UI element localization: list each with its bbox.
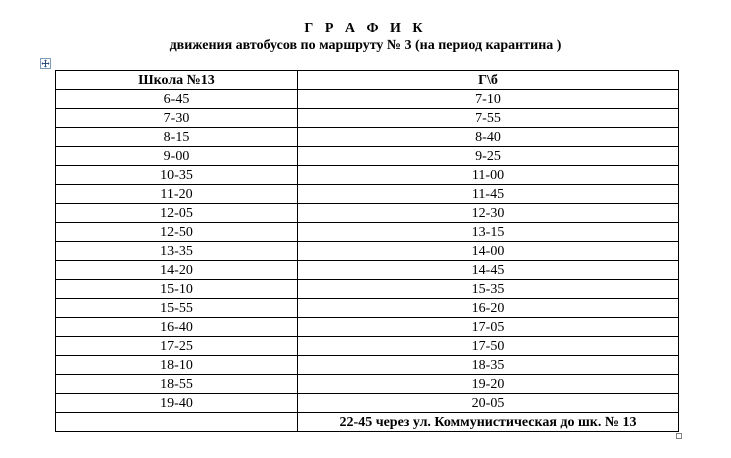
time-gb-cell: 7-55 (298, 109, 679, 128)
table-row (56, 242, 679, 261)
time-gb-cell: 11-00 (298, 166, 679, 185)
time-gb-cell: 18-35 (298, 356, 679, 375)
time-school-cell: 10-35 (56, 166, 298, 185)
time-gb-cell: 17-50 (298, 337, 679, 356)
column-header-school: Школа №13 (56, 71, 298, 90)
time-gb-cell: 14-00 (298, 242, 679, 261)
table-row (56, 394, 679, 413)
table-resize-handle-icon[interactable] (676, 433, 682, 439)
time-gb-cell: 20-05 (298, 394, 679, 413)
time-school-cell: 18-55 (56, 375, 298, 394)
table-row (56, 318, 679, 337)
time-school-cell: 12-05 (56, 204, 298, 223)
time-school-cell: 13-35 (56, 242, 298, 261)
time-school-cell: 18-10 (56, 356, 298, 375)
time-school-cell: 14-20 (56, 261, 298, 280)
time-gb-cell: 15-35 (298, 280, 679, 299)
time-gb-cell: 14-45 (298, 261, 679, 280)
time-school-cell: 16-40 (56, 318, 298, 337)
time-gb-cell: 11-45 (298, 185, 679, 204)
time-gb-cell: 13-15 (298, 223, 679, 242)
time-school-cell: 6-45 (56, 90, 298, 109)
column-header-gb: Г\б (298, 71, 679, 90)
table-row (56, 147, 679, 166)
time-school-cell: 11-20 (56, 185, 298, 204)
time-gb-cell: 9-25 (298, 147, 679, 166)
schedule-body (56, 90, 679, 413)
table-row (56, 185, 679, 204)
table-row (56, 356, 679, 375)
table-row (56, 109, 679, 128)
time-school-cell: 12-50 (56, 223, 298, 242)
time-gb-cell: 17-05 (298, 318, 679, 337)
time-school-cell: 9-00 (56, 147, 298, 166)
footer-note: 22-45 через ул. Коммунистическая до шк. № 13 (298, 413, 679, 432)
schedule-table (55, 70, 679, 432)
document-subtitle: движения автобусов по маршруту № 3 (на период карантина ) (169, 38, 562, 53)
table-row (56, 337, 679, 356)
time-school-cell: 17-25 (56, 337, 298, 356)
time-school-cell: 19-40 (56, 394, 298, 413)
table-row (56, 280, 679, 299)
footer-cell-empty (56, 413, 298, 432)
table-footer-row (56, 413, 679, 432)
table-row (56, 90, 679, 109)
time-school-cell: 8-15 (56, 128, 298, 147)
document-title: Г Р А Ф И К (304, 21, 427, 36)
time-school-cell: 15-10 (56, 280, 298, 299)
table-row (56, 166, 679, 185)
four-arrows-icon (41, 59, 50, 68)
table-row (56, 128, 679, 147)
time-school-cell: 15-55 (56, 299, 298, 318)
table-move-handle-icon[interactable] (40, 58, 51, 69)
time-school-cell: 7-30 (56, 109, 298, 128)
table-row (56, 223, 679, 242)
table-header-row (56, 71, 679, 90)
time-gb-cell: 7-10 (298, 90, 679, 109)
table-row (56, 375, 679, 394)
table-row (56, 261, 679, 280)
time-gb-cell: 16-20 (298, 299, 679, 318)
time-gb-cell: 19-20 (298, 375, 679, 394)
time-gb-cell: 12-30 (298, 204, 679, 223)
time-gb-cell: 8-40 (298, 128, 679, 147)
table-row (56, 299, 679, 318)
table-row (56, 204, 679, 223)
